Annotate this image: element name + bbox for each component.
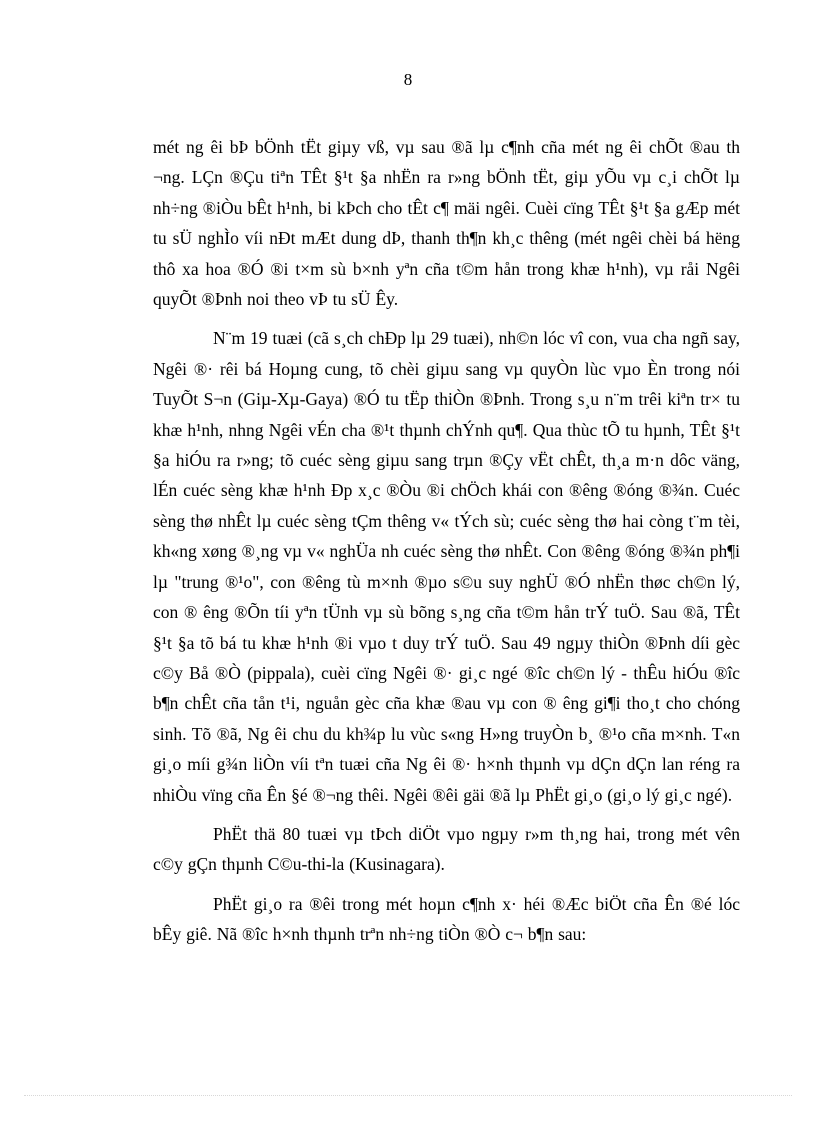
paragraph-4: PhËt gi¸o ra ®êi trong mét hoµn c¶nh x· héi ®Æc biÖt cña Ên ®é lóc bÊy giê. Nã ®îc h×nh thµnh trªn nh÷ng tiÒn ®Ò c¬ b¶n sau: (153, 893, 740, 945)
paragraph-1: mét ng êi bÞ bÖnh tËt giµy vß, vµ sau ®ã lµ c¶nh cña mét ng êi chÕt ®au th ¬ng. LÇn ®Çu tiªn TÊt §¹t §a nhËn ra r»ng bÖnh tËt, giµ yÕu vµ c¸i chÕt lµ nh÷ng ®iÒu bÊt h¹nh, bi kÞch cho tÊt c¶ mäi ngêi. Cuèi cïng TÊt §¹t §a gÆp mét tu sÜ nghÌo víi nÐt mÆt dung dÞ, thanh th¶n kh¸c thêng (mét ngêi chèi bá hëng thô xa hoa ®Ó ®i t×m sù b×nh yªn cña t©m hån trong khæ h¹nh), vµ råi Ngêi quyÕt ®Þnh noi theo vÞ tu sÜ Êy. (153, 137, 740, 310)
paragraph-2: N¨m 19 tuæi (cã s¸ch chÐp lµ 29 tuæi), nh©n lóc vî con, vua cha ngñ say, Ngêi ®· rêi bá Hoµng cung, tõ chèi giµu sang vµ quyÒn lùc vµo Èn trong nói TuyÕt S¬n (Giµ-Xµ-Gaya) ®Ó tu tËp thiÒn ®Þnh. Trong s¸u n¨m trêi kiªn tr× tu khæ h¹nh, nhng Ngêi vÉn cha ®¹t thµnh chÝnh qu¶. Qua thùc tÕ tu hµnh, TÊt §¹t §a hiÓu ra r»ng; tõ cuéc sèng giµu sang trµn ®Çy vËt chÊt, th¸a m·n dôc väng, lÉn cuéc sèng khæ h¹nh Ðp x¸c ®Òu ®i chÖch khái con ®êng ®óng ®¾n. Cuéc sèng thø nhÊt lµ cuéc sèng tÇm thêng v« tÝch sù; cuéc sèng thø hai còng t¨m tèi, kh«ng xøng ®¸ng vµ v« nghÜa nh cuéc sèng thø nhÊt. Con ®êng ®óng ®¾n ph¶i lµ "trung ®¹o", con ®êng tù m×nh ®µo s©u suy nghÜ ®Ó nhËn thøc ch©n lý, con ® êng ®Õn tíi yªn tÜnh vµ sù bõng s¸ng cña t©m hån trÝ tuÖ. Sau ®ã, TÊt §¹t §a tõ bá tu khæ h¹nh ®i vµo t duy trÝ tuÖ. Sau 49 ngµy thiÒn ®Þnh díi gèc c©y Bå ®Ò (pippala), cuèi cïng Ngêi ®· gi¸c ngé ®îc ch©n lý - thÊu hiÓu ®îc b¶n chÊt cña tån t¹i, nguån gèc cña khæ ®au vµ con ® êng gi¶i tho¸t cho chóng sinh. Tõ ®ã, Ng êi chu du kh¾p lu vùc s«ng H»ng truyÒn b¸ ®¹o cña m×nh. T«n gi¸o míi g¾n liÒn víi tªn tuæi cña Ng êi ®· h×nh thµnh vµ dÇn dÇn lan réng ra nhiÒu vïng cña Ên §é ®¬ng thêi. Ngêi ®êi gäi ®ã lµ PhËt gi¸o (gi¸o lý gi¸c ngé). (153, 328, 740, 805)
page-number: 8 (403, 70, 413, 89)
paragraph-3: PhËt thä 80 tuæi vµ tÞch diÖt vµo ngµy r»m th¸ng hai, trong mét vên c©y gÇn thµnh C©u-thi-la (Kusinagara). (153, 823, 740, 875)
body-text (153, 132, 740, 959)
page-bottom-divider (24, 1095, 792, 1096)
